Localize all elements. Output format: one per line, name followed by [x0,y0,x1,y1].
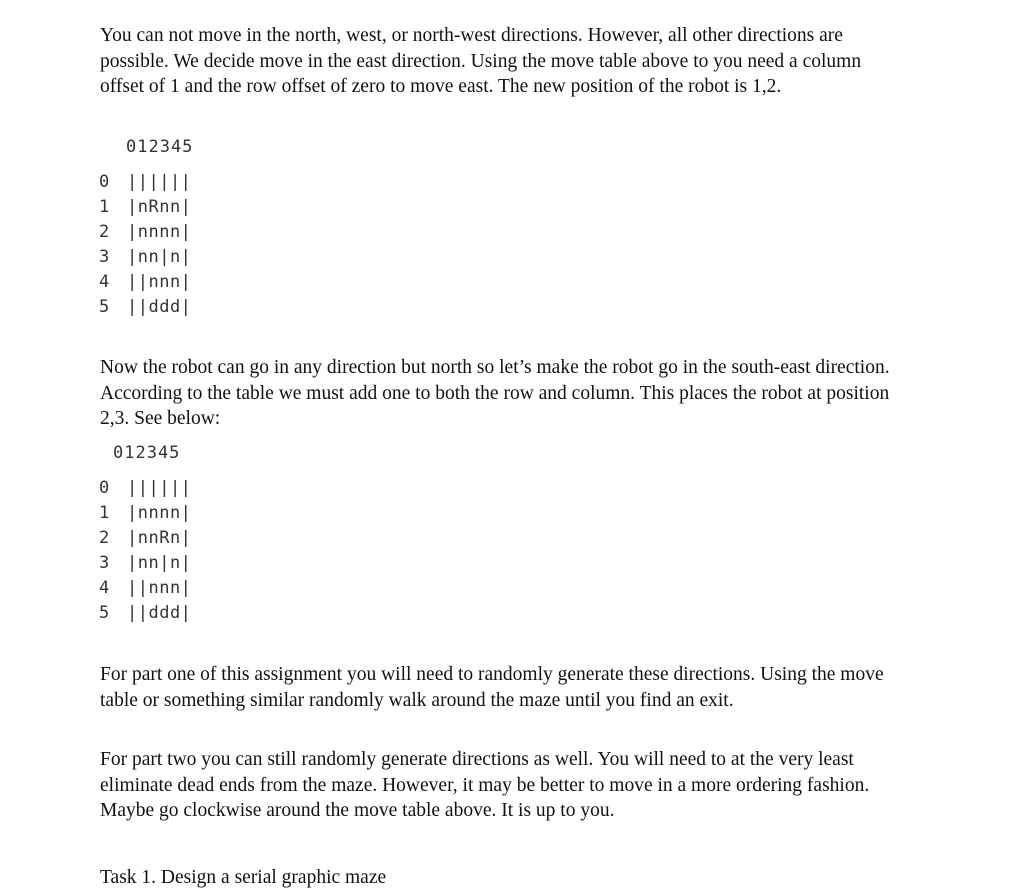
row-cells: ||ddd| [127,297,192,317]
row-cells: |||||| [127,478,192,498]
paragraph-move-east: You can not move in the north, west, or north-west directions. However, all other directions are possible. We decide move in the east direction. Using the move table above to you need a column offset of 1 and the row offset of zero to move east. The new position of the robot is 1,2. [100,25,862,97]
row-cells: |nnRn| [127,528,192,548]
row-cells: |nn|n| [127,247,192,267]
row-cells: ||nnn| [127,578,192,598]
maze1-row [99,247,191,272]
paragraph-part-two: For part two you can still randomly generate directions as well. You will need to at the very least eliminate dead ends from the maze. However, it may be better to move in a more ordering fashion. Maybe go clockwise around the move table above. It is up to you. [100,749,870,821]
row-number: 5 [99,297,110,317]
cut-off-heading: Task 1. Design a serial graphic maze [100,867,387,888]
row-number: 4 [99,578,110,598]
row-number: 3 [99,553,110,573]
maze2-row [99,478,191,503]
maze1-row [99,197,191,222]
row-cells: ||ddd| [127,603,192,623]
paragraph-part-one: For part one of this assignment you will need to randomly generate these directions. Using the move table or something similar randomly walk around the maze until you find an exit. [100,664,884,711]
row-number: 0 [99,478,110,498]
row-cells: |nn|n| [127,553,192,573]
maze1-row [99,272,191,297]
paragraph-move-southeast: Now the robot can go in any direction but north so let’s make the robot go in the south-east direction. According to the table we must add one to both the row and column. This places the robot at position 2,3. See below: [100,357,890,429]
maze1-row [99,172,191,197]
maze2-row [99,603,191,628]
row-cells: |nnnn| [127,222,192,242]
row-number: 0 [99,172,110,192]
row-number: 1 [99,503,110,523]
row-cells: |nnnn| [127,503,192,523]
row-cells: |nRnn| [127,197,192,217]
maze2-row [99,528,191,553]
row-cells: ||nnn| [127,272,192,292]
maze2-row [99,503,191,528]
maze1-row [99,297,191,322]
row-number: 3 [99,247,110,267]
maze1-row [99,222,191,247]
row-cells: |||||| [127,172,192,192]
row-number: 2 [99,222,110,242]
maze1-column-header: 012345 [126,137,194,157]
maze2-row [99,553,191,578]
row-number: 1 [99,197,110,217]
row-number: 5 [99,603,110,623]
maze2-column-header: 012345 [113,443,181,463]
maze2-row [99,578,191,603]
row-number: 4 [99,272,110,292]
row-number: 2 [99,528,110,548]
